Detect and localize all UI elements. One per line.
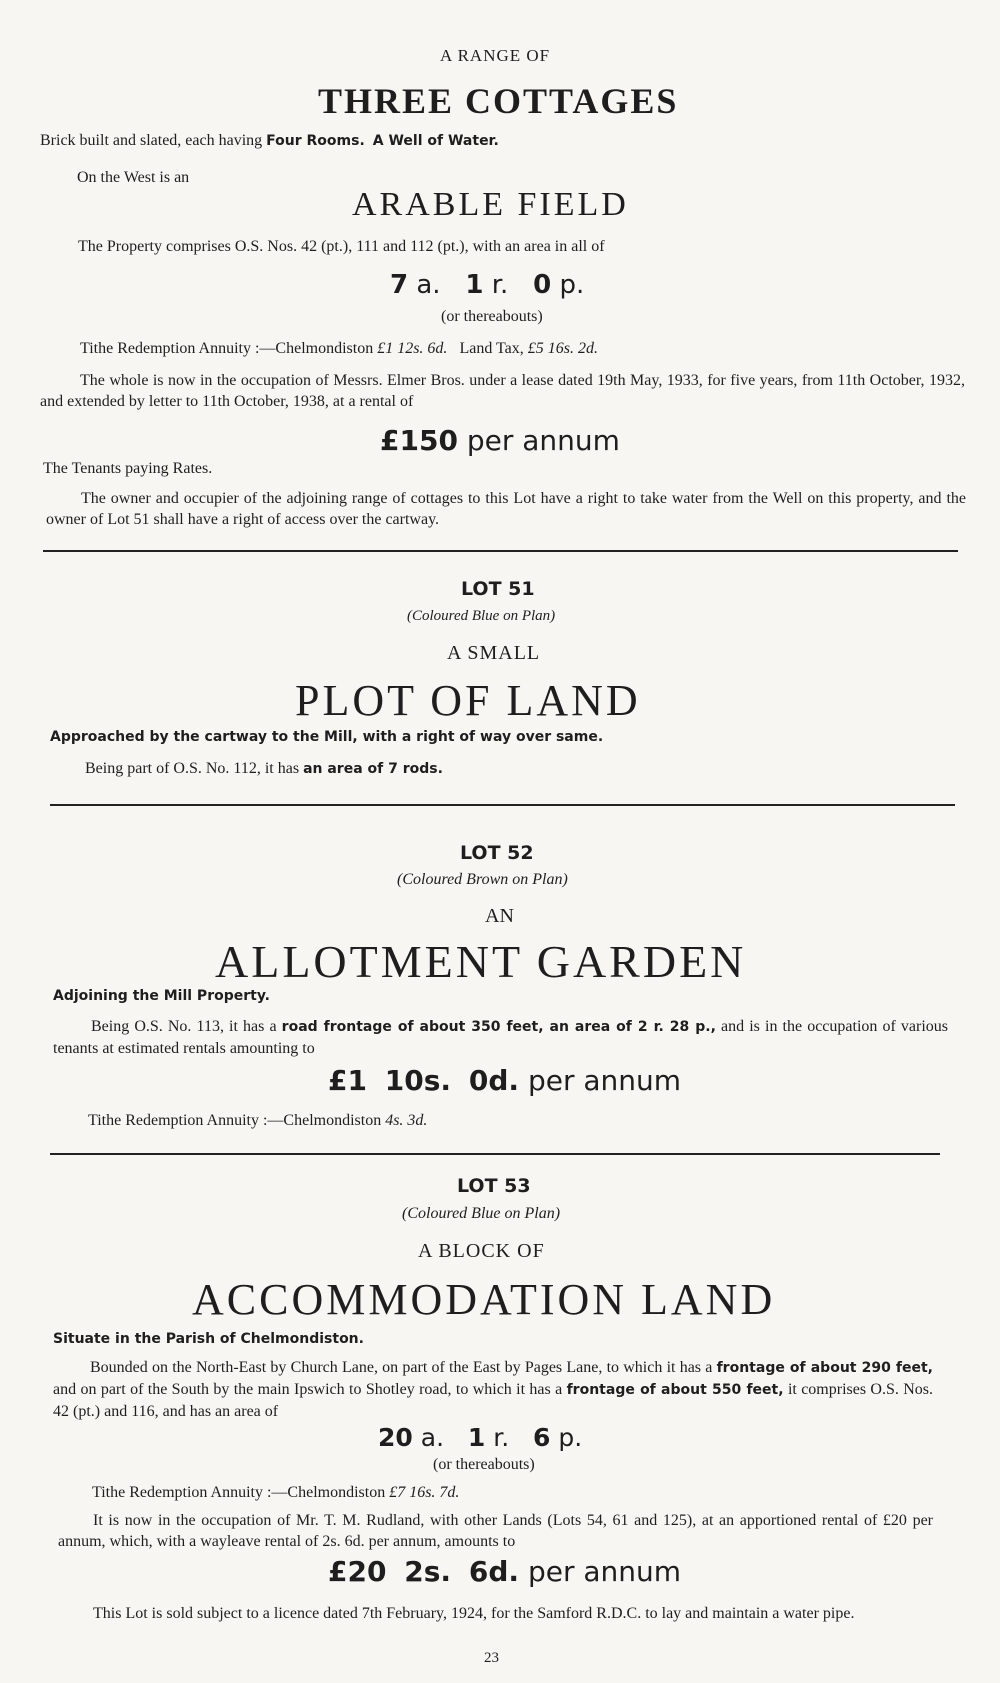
lot53-licence: This Lot is sold subject to a licence dated 7th February, 1924, for the Samford R.D.C. to lay and maintain a water pipe. (93, 1605, 855, 1622)
lot50-area-note: (or thereabouts) (441, 308, 543, 325)
lot53-rent: £20 2s. 6d. per annum (328, 1555, 682, 1588)
lot52-paragraph: Being O.S. No. 113, it has a road frontage of about 350 feet, an area of 2 r. 28 p., and is in the occupation of various tenants at estimated rentals amounting to (53, 1018, 949, 1057)
lot53-colour: (Coloured Blue on Plan) (402, 1205, 561, 1222)
lot52-tithe: Tithe Redemption Annuity :—Chelmondiston 4s. 3d. (88, 1112, 428, 1129)
lot53-intro: A BLOCK OF (418, 1240, 545, 1262)
lot51-heading: PLOT OF LAND (295, 676, 641, 725)
lot50-tithe: Tithe Redemption Annuity :—Chelmondiston £1 12s. 6d. Land Tax, £5 16s. 2d. (80, 340, 599, 357)
lot53-line1: Situate in the Parish of Chelmondiston. (53, 1331, 364, 1347)
lot51-intro: A SMALL (447, 642, 541, 664)
lot52-intro: AN (485, 905, 514, 927)
lot50-intro: A RANGE OF (440, 46, 551, 65)
lot53-boundaries: Bounded on the North-East by Church Lane, on part of the East by Pages Lane, to which it has a frontage of about 290 feet, and on part of the South by the main Ipswich to Shotley road, to which it has a frontage of about 550 feet, it comprises O.S. Nos. 42 (pt.) and 116, and has an area of (53, 1359, 934, 1420)
lot53-occupation: It is now in the occupation of Mr. T. M. Rudland, with other Lands (Lots 54, 61 and 125), at an apportioned rental of £20 per annum, which, with a wayleave rental of 2s. 6d. per annum, amounts to (58, 1512, 933, 1550)
section-divider (43, 550, 958, 552)
lot50-property-line: The Property comprises O.S. Nos. 42 (pt.), 111 and 112 (pt.), with an area in all of (78, 238, 605, 255)
lot50-west-line: On the West is an (77, 169, 190, 186)
lot50-description: Brick built and slated, each having Four Rooms. A Well of Water. (40, 132, 499, 149)
lot52-colour: (Coloured Brown on Plan) (397, 871, 568, 888)
lot50-occupation: The whole is now in the occupation of Messrs. Elmer Bros. under a lease dated 19th May, 1933, for five years, from 11th October, 1932, and extended by letter to 11th October, 1938, at a rental of (40, 372, 965, 410)
lot52-label: LOT 52 (460, 842, 534, 864)
lot53-heading: ACCOMMODATION LAND (192, 1275, 776, 1324)
lot51-label: LOT 51 (461, 578, 535, 600)
lot52-heading: ALLOTMENT GARDEN (215, 936, 747, 987)
lot51-line2: Being part of O.S. No. 112, it has an area of 7 rods. (85, 760, 443, 777)
page-number: 23 (484, 1650, 499, 1666)
lot53-label: LOT 53 (457, 1175, 531, 1197)
lot50-heading-arable: ARABLE FIELD (352, 186, 629, 223)
lot50-water-right: The owner and occupier of the adjoining range of cottages to this Lot have a right to take water from the Well on this property, and the owner of Lot 51 shall have a right of access over the cartway. (46, 490, 966, 528)
lot53-area: 20 a. 1 r. 6 p. (378, 1423, 583, 1452)
section-divider (50, 1153, 940, 1155)
lot51-line1: Approached by the cartway to the Mill, with a right of way over same. (50, 729, 604, 745)
lot53-tithe: Tithe Redemption Annuity :—Chelmondiston £7 16s. 7d. (92, 1484, 460, 1501)
lot52-rent: £1 10s. 0d. per annum (328, 1064, 682, 1097)
lot52-line1: Adjoining the Mill Property. (53, 988, 270, 1004)
lot50-tenants: The Tenants paying Rates. (43, 460, 213, 477)
section-divider (50, 804, 955, 806)
lot50-rent: £150 per annum (380, 424, 620, 457)
lot51-colour: (Coloured Blue on Plan) (407, 608, 556, 624)
lot50-heading: THREE COTTAGES (318, 81, 679, 121)
lot53-area-note: (or thereabouts) (433, 1456, 535, 1473)
lot50-area: 7 a. 1 r. 0 p. (390, 270, 585, 300)
